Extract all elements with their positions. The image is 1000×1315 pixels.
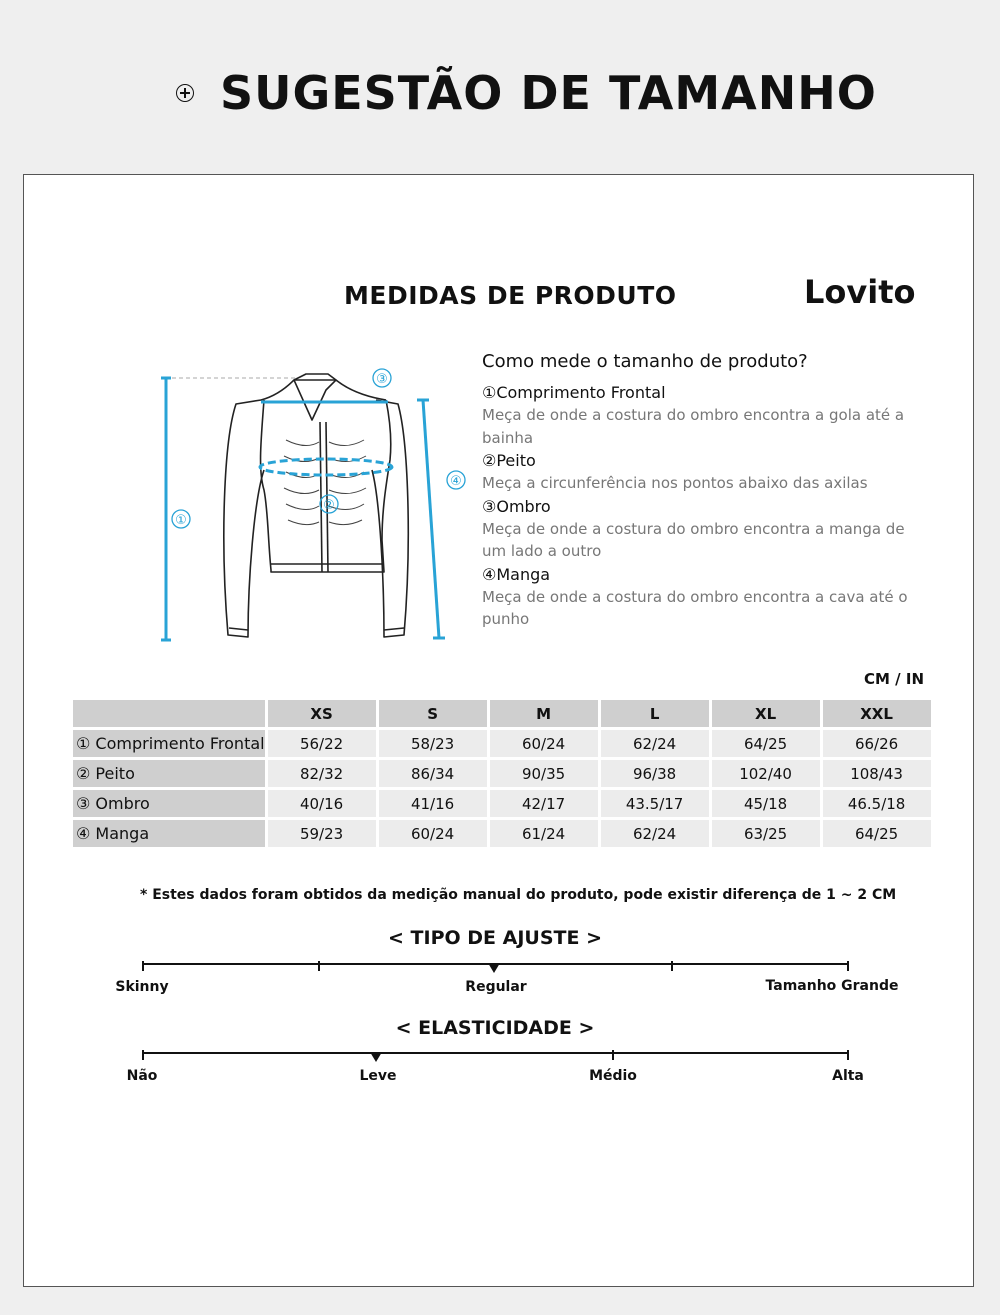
table-cell: 40/16 bbox=[268, 790, 376, 817]
table-cell: 59/23 bbox=[268, 820, 376, 847]
fit-tick bbox=[318, 961, 320, 971]
table-row bbox=[73, 820, 931, 847]
table-cell: 58/23 bbox=[379, 730, 487, 757]
size-header: L bbox=[601, 700, 709, 727]
guide-item-name: ③Ombro bbox=[482, 496, 551, 516]
page-header bbox=[0, 0, 1000, 175]
elasticity-scale-title: < ELASTICIDADE > bbox=[395, 1017, 595, 1039]
table-cell: 60/24 bbox=[490, 730, 598, 757]
table-cell: 60/24 bbox=[379, 820, 487, 847]
row-name: ③ Ombro bbox=[73, 790, 265, 817]
table-cell: 61/24 bbox=[490, 820, 598, 847]
table-cell: 66/26 bbox=[823, 730, 931, 757]
table-corner-cell bbox=[73, 700, 265, 727]
table-cell: 90/35 bbox=[490, 760, 598, 787]
size-header: S bbox=[379, 700, 487, 727]
table-cell: 62/24 bbox=[601, 820, 709, 847]
elasticity-label-none: Não bbox=[126, 1068, 158, 1084]
page-title: SUGESTÃO DE TAMANHO bbox=[220, 66, 877, 120]
garment-diagram bbox=[136, 360, 462, 650]
table-cell: 82/32 bbox=[268, 760, 376, 787]
measurement-guide bbox=[482, 351, 922, 632]
sleeve-measure-line bbox=[423, 400, 439, 638]
table-cell: 108/43 bbox=[823, 760, 931, 787]
size-header: XL bbox=[712, 700, 820, 727]
guide-item-desc: Meça de onde a costura do ombro encontra a manga de um lado a outro bbox=[482, 519, 905, 560]
table-cell: 64/25 bbox=[823, 820, 931, 847]
fit-tick bbox=[671, 961, 673, 971]
fit-label-large: Tamanho Grande bbox=[765, 978, 899, 994]
table-cell: 86/34 bbox=[379, 760, 487, 787]
elasticity-tick bbox=[612, 1050, 614, 1060]
row-name: ② Peito bbox=[73, 760, 265, 787]
fit-label-skinny: Skinny bbox=[115, 979, 169, 995]
table-cell: 64/25 bbox=[712, 730, 820, 757]
elasticity-scale-line bbox=[142, 1052, 848, 1054]
guide-item-name: ④Manga bbox=[482, 564, 551, 584]
table-cell: 102/40 bbox=[712, 760, 820, 787]
diagram-label-1: ① bbox=[175, 513, 187, 528]
table-cell: 62/24 bbox=[601, 730, 709, 757]
table-cell: 45/18 bbox=[712, 790, 820, 817]
diagram-label-3: ③ bbox=[376, 372, 388, 387]
unit-label: CM / IN bbox=[864, 670, 924, 688]
guide-item-desc: Meça a circunferência nos pontos abaixo das axilas bbox=[482, 474, 868, 492]
table-row bbox=[73, 790, 931, 817]
table-header-row bbox=[73, 700, 931, 727]
guide-item-name: ②Peito bbox=[482, 451, 536, 470]
row-name: ① Comprimento Frontal bbox=[73, 730, 265, 757]
table-cell: 96/38 bbox=[601, 760, 709, 787]
guide-item-name: ①Comprimento Frontal bbox=[482, 383, 666, 402]
size-guide-panel bbox=[23, 174, 974, 1287]
elasticity-label-light: Leve bbox=[359, 1068, 397, 1084]
size-table bbox=[70, 697, 934, 850]
size-header: M bbox=[490, 700, 598, 727]
fit-selected-marker-icon bbox=[488, 963, 500, 973]
guide-item-desc: Meça de onde a costura do ombro encontra a gola até a bainha bbox=[482, 406, 905, 447]
elasticity-tick bbox=[847, 1050, 849, 1060]
table-cell: 63/25 bbox=[712, 820, 820, 847]
elasticity-selected-marker-icon bbox=[370, 1052, 382, 1062]
fit-label-regular: Regular bbox=[465, 979, 527, 995]
guide-item-desc: Meça de onde a costura do ombro encontra a cava até o punho bbox=[482, 587, 908, 628]
fit-tick bbox=[847, 961, 849, 971]
table-cell: 56/22 bbox=[268, 730, 376, 757]
table-row bbox=[73, 730, 931, 757]
plus-circle-icon bbox=[176, 84, 194, 102]
elasticity-label-medium: Médio bbox=[589, 1068, 637, 1084]
elasticity-label-high: Alta bbox=[832, 1068, 864, 1084]
table-cell: 41/16 bbox=[379, 790, 487, 817]
elasticity-tick bbox=[142, 1050, 144, 1060]
size-header: XS bbox=[268, 700, 376, 727]
table-row bbox=[73, 760, 931, 787]
guide-question: Como mede o tamanho de produto? bbox=[482, 351, 808, 372]
section-title: MEDIDAS DE PRODUTO bbox=[344, 281, 677, 310]
diagram-label-2: ② bbox=[323, 498, 335, 513]
fit-tick bbox=[142, 961, 144, 971]
row-name: ④ Manga bbox=[73, 820, 265, 847]
size-header: XXL bbox=[823, 700, 931, 727]
measurement-note: * Estes dados foram obtidos da medição manual do produto, pode existir diferença de 1 ~ 2 CM bbox=[140, 887, 897, 903]
table-cell: 42/17 bbox=[490, 790, 598, 817]
table-cell: 43.5/17 bbox=[601, 790, 709, 817]
fit-scale-title: < TIPO DE AJUSTE > bbox=[388, 927, 602, 949]
table-cell: 46.5/18 bbox=[823, 790, 931, 817]
brand-logo: Lovito bbox=[804, 273, 916, 311]
diagram-label-4: ④ bbox=[450, 474, 462, 489]
